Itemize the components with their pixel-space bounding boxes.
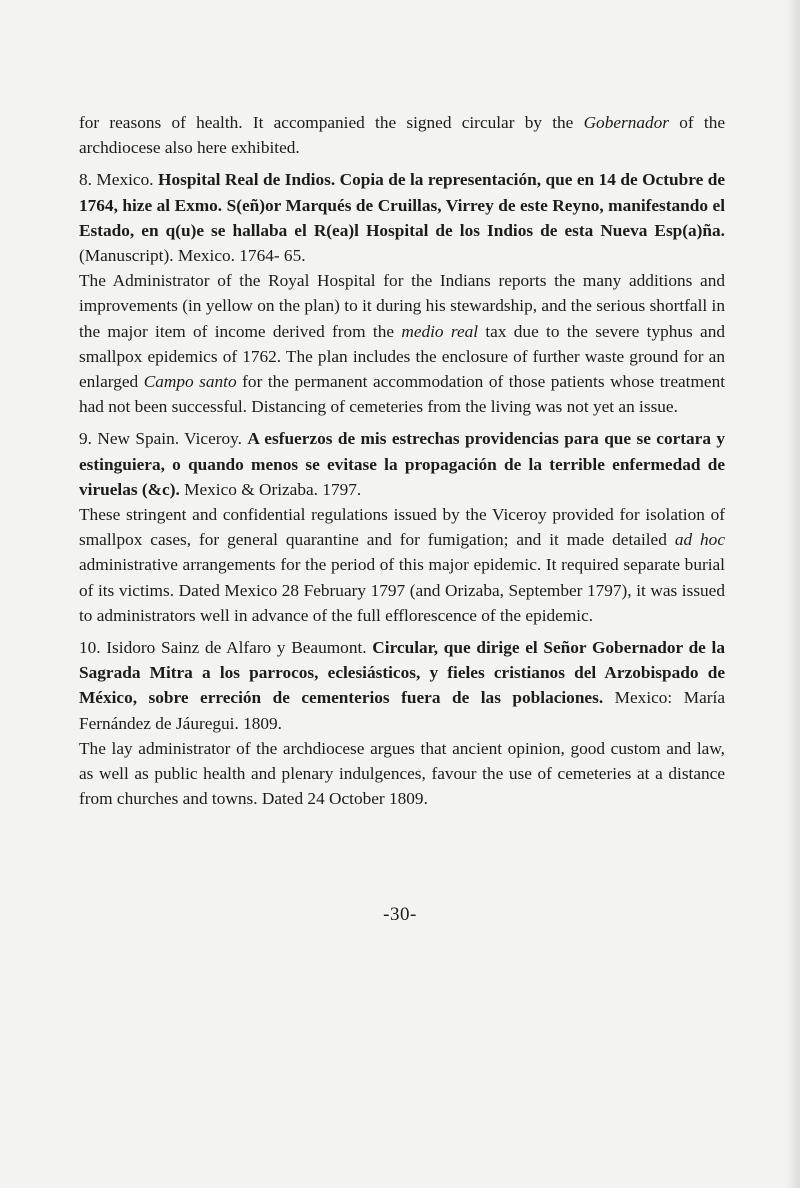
entry-title: Hospital Real de Indios. Copia de la representación, que en 14 de Octubre de 1764, hize al Exmo. S(eñ)or Marqués de Cruillas, Virrey de este Reyno, manifestando el Estado, en q(u)e se hallaba el R(ea)l Hospital de los Indios de esta Nueva Esp(a)ña. [79,170,725,240]
text-run: of the archdiocese also here exhibited. [79,113,726,158]
text-run: administrative arrangements for the period of this major epidemic. It required separate burial of its victims. Dated Mexico 28 February 1797 (and Orizaba, September 1797), it was issued to administrators well in advance of the full efflorescence of the epidemic. [79,555,725,625]
entry-imprint: Mexico: María Fernández de Jáuregui. 1809. [79,688,725,733]
text-run: for reasons of health. It accompanied the signed circular by the [79,113,584,132]
page-number: -30- [383,904,417,925]
text-run-italic: Campo santo [143,372,237,392]
entry-number-location: 8. Mexico. [79,170,159,190]
entry-9-heading [79,426,725,502]
entry-imprint: Mexico & Orizaba. 1797. [179,479,362,499]
page-edge-shadow [786,0,800,1188]
entry-title: A esfuerzos de mis estrechas providencias para que se cortara y estinguiera, o quando menos se evitase la propagación de la terrible enfermedad de viruelas (&c). [79,429,725,499]
entry-8-description [79,268,725,419]
entry-number-location: 9. New Spain. Viceroy. [79,429,248,449]
body-text [79,110,725,811]
entry-9-description [79,502,725,628]
text-run: The Administrator of the Royal Hospital for the Indians reports the many additions and improvements (in yellow on the plan) to it during his stewardship, and the serious shortfall in the major item of income derived from the [79,271,725,341]
entry-title: Circular, que dirige el Señor Gobernador de la Sagrada Mitra a los parrocos, eclesiásticos, y fieles cristianos del Arzobispado de México, sobre erreción de cementerios fuera de las poblaciones. [79,638,725,708]
entry-10-heading [79,635,725,736]
entry-imprint: (Manuscript). Mexico. 1764- 65. [79,246,306,266]
entry-number-author: 10. Isidoro Sainz de Alfaro y Beaumont. [79,638,373,658]
text-run: These stringent and confidential regulations issued by the Viceroy provided for isolation of smallpox cases, for general quarantine and for fumigation; and it made detailed [79,505,725,550]
text-run-italic: Gobernador [583,113,670,132]
text-run: The lay administrator of the archdiocese argues that ancient opinion, good custom and law, as well as public health and plenary indulgences, favour the use of cemeteries at a distance from churches and towns. Dated 24 October 1809. [79,738,725,809]
text-run: tax due to the severe typhus and smallpox epidemics of 1762. The plan includes the enclosure of further waste ground for an enlarged [79,321,725,392]
text-run-italic: medio real [401,321,479,341]
text-run: for the permanent accommodation of those patients whose treatment had not been successful. Distancing of cemeteries from the living was not yet an issue. [79,372,726,417]
text-run-italic: ad hoc [674,530,725,550]
entry-8-heading [79,167,725,268]
paragraph-continuation [79,110,725,160]
entry-10-description [79,736,725,812]
